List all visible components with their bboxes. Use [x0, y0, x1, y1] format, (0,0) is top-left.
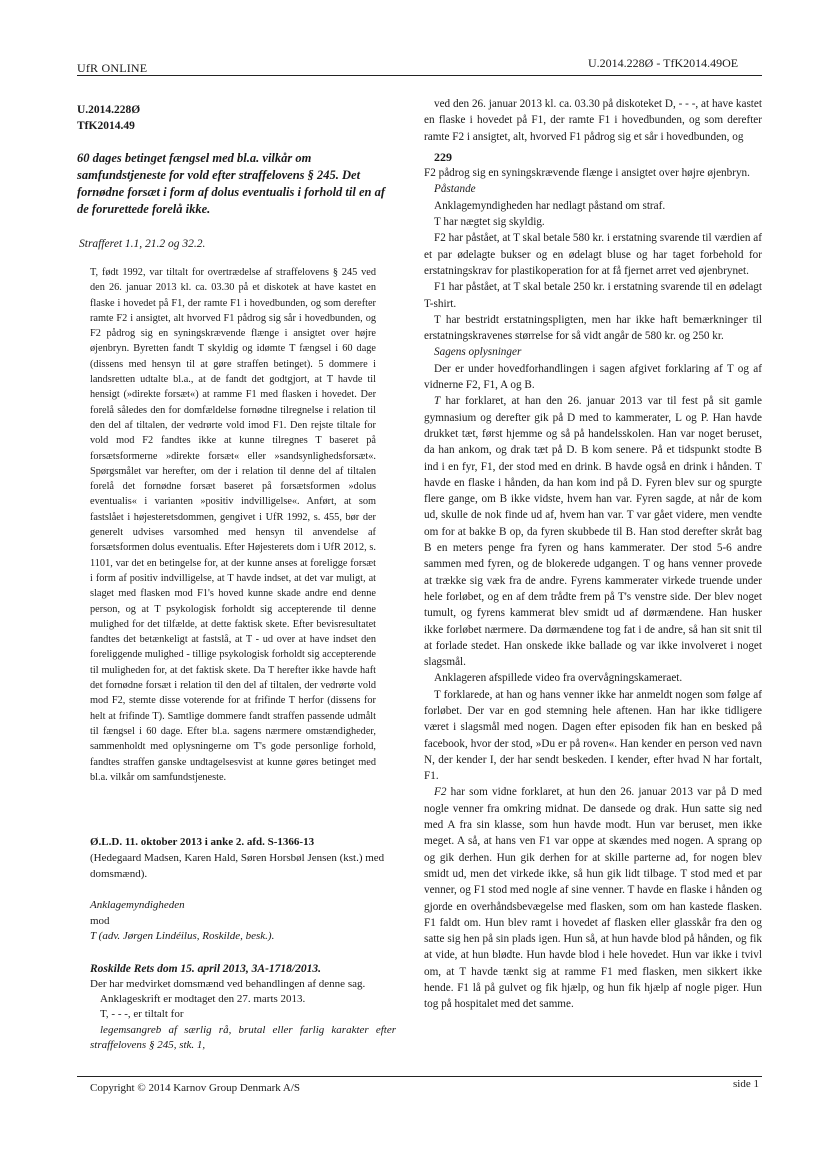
roskilde-p4: legemsangreb af særlig rå, brutal eller farlig karakter efter straffelovens § 245, stk. 1,	[90, 1023, 396, 1052]
right-p8	[424, 393, 762, 670]
right-p1: F2 pådrog sig en syningskrævende flænge i ansigtet over højre øjenbryn.	[424, 167, 750, 180]
roskilde-p3: T, - - -, er tiltalt for	[100, 1008, 184, 1021]
right-p9: Anklageren afspillede video fra overvågningskameraet.	[434, 672, 683, 685]
roskilde-p2: Anklageskrift er modtaget den 27. marts 2013.	[100, 993, 306, 1006]
right-p2: Anklagemyndigheden har nedlagt påstand om straf.	[434, 199, 666, 212]
right-p4: F2 har påstået, at T skal betale 580 kr. i erstatning svarende til værdien af et par ødelagte bukser og en ødelagt bluse og har taget forbehold for erstatningskrav for plastikoperation for at få fjernet arret ved øjenbrynet.	[424, 232, 762, 277]
case-ref-ufr: U.2014.228Ø	[77, 104, 141, 116]
right-column	[424, 96, 762, 1013]
heading-sagens-oplysninger: Sagens oplysninger	[434, 346, 522, 359]
footer-copyright: Copyright © 2014 Karnov Group Denmark A/S	[90, 1082, 301, 1094]
heading-pastande: Påstande	[434, 183, 476, 196]
right-p0: ved den 26. januar 2013 kl. ca. 03.30 på diskoteket D, - - -, at have kastet en flaske i hovedet på F1, der ramte F1 i hovedbunden, og som derefter ramte F2 i ansigtet, alt, hvorved F1 pådrog sig et sår i hovedbunden, og	[424, 98, 762, 143]
case-ref-tfk: TfK2014.49	[77, 120, 135, 132]
strafferet-label: Strafferet 1.1, 21.2 og 32.2.	[79, 238, 206, 250]
left-lower	[90, 835, 396, 1054]
case-summary: T, født 1992, var tiltalt for overtrædelse af straffelovens § 245 ved den 26. januar 2013 kl. ca. 03.30 på et diskotek at have kastet en flaske i hovedet på F1, der ramte F1 i hovedbunden, og som derefter ramte F2 i ansigtet, alt hvorved F1 pådrog sig sår i hovedbunden, og F2 pådrog sig en syningskrævende flænge i ansigtet over højre øjenbryn. Byretten fandt T skyldig og idømte T fængsel i 60 dage (dissens med hensyn til at gøre straffen betinget). 5 dommere i landsretten udtalte bl.a., at de fandt det godtgjort, at T havde til hensigt (»direkte forsæt«) at ramme F1 med flasken i hovedet. Der forelå således den for domfældelse fornødne tilregnelse i relation til den del af tiltalen, der vedrørte vold imod F1. Den rejste tiltale for vold mod F2 fandtes ikke at kunne tilregnes T baseret på forsætsformerne »direkte forsæt« eller »sandsynlighedsforsæt«. Spørgsmålet var herefter, om der i relation til denne del af tiltalen forelå det fornødne forsæt baseret på forsætsformen »dolus eventualis« i varianten »positiv indvilligelse«. Anført, at som fastslået i højesteretsdommen, gengivet i UfR 1992, s. 455, bør der generelt udvises varsomhed med hensyn til anvendelse af forsætsformen dolus eventualis. Efter Højesterets dom i UfR 2012, s. 1101, var det en betingelse for, at der kunne anses at foreligge forsæt i form af positiv indvilligelse, at T havde indset, at det var muligt, at slaget med flasken mod F1's hoved kunne skade andre end denne person, og at T psykologisk forholdt sig accepterende til denne mulighed for det tilfælde, at dette faktisk skete. Efter bevisresultatet fandtes det betænkeligt at fastslå, at T - ud over at have indset den foreliggende mulighed - tillige psykologisk forholdt sig accepterende til muligheden for, at det faktisk skete. Da T herefter ikke havde haft det fornødne forsæt i relation til den del af tiltalen, der vedrørte vold mod F2, stemte disse voterende for at frifinde T herfor (dissens for helt at frifinde T). Samtlige dommere fandt straffen passende udmålt til fængsel i 60 dage. Efter bl.a. sagens nærmere omstændigheder, sammenholdt med oplysningerne om T's gode personlige forhold, fandtes straffen ganske undtagelsesvist at kunne gøres betinget med bl.a. vilkår om samfundstjeneste.	[90, 267, 376, 783]
header-source: UfR ONLINE	[77, 61, 148, 75]
header-rule	[77, 75, 762, 76]
right-p7: Der er under hovedforhandlingen i sagen afgivet forklaring af T og af vidnerne F2, F1, A og B.	[424, 362, 762, 392]
party-defendant: T (adv. Jørgen Lindéilus, Roskilde, besk.).	[90, 930, 275, 943]
mod-label: mod	[90, 914, 110, 927]
right-p6: T har bestridt erstatningspligten, men har ikke haft bemærkninger til erstatningskravenes størrelse for så vidt angår de 580 kr. og 250 kr.	[424, 313, 762, 343]
right-p5: F1 har påstået, at T skal betale 250 kr. i erstatning svarende til en ødelagt T-shirt.	[424, 281, 762, 310]
left-column	[77, 96, 395, 252]
footer-rule	[77, 1076, 762, 1077]
right-p11-text: har som vidne forklaret, at hun den 26. januar 2013 var på D med nogle venner fra omkring midnat. De dansede og drak. Hun satte sig ned med A fra sin klasse, som hun havde modt. Hun var beruset, men ikke meget. A så, at hans ven F1 var oppe at skændes med nogen. A sprang op og gik derhen. Hun gik derhen for at skille parterne ad, for nogen blev smidt ud, men det virkede ikke, så hun gik lidt tilbage. T stod med et par venner, og F1 stod med nogle af sine venner. T havde en flaske i hånden og gjorde en overhåndsbevægelse med flasken, som om han kastede flasken. F1 faldt om. Hun blev ramt i hovedet af flasken eller glasskår fra den og satte sig hen på sin plads igen. Hun så, at hun havde blod på hånden, og fik at vide, at hun blødte. Hun havde blod i hele hovedet. Hun var ikke i tvivl om, at T havde tænkt sig at ramme F1 med flasken, men sikkert ikke hende. F1 lå på gulvet og fik hjælp, og hun fik hjælp af nogle piger. Hun tog på hospitalet med det samme.	[424, 786, 762, 1011]
right-p8-text: har forklaret, at han den 26. januar 2013 var til fest på sit gamle gymnasium og derefter gik på D med to kammerater, L og P. Han havde drukket tæt, først hjemme og så på handelsskolen. Han var noget beruset, da han ankom, og drak tæt på D. B kom senere. På et tidspunkt stodte B ind i en fyr, F1, der stod med en drink. B havde også en drink i hånden. T havde en flaske i hånden, da han kom ind på D. Fyren blev sur og spurgte flere gange, om B ikke vidste, hvem han var. Fyren sagde, at når de kom ud, skulle de nok finde ud af, hvem han var. T var gået videre, men vendte om for at bakke B op, da fyren skubbede til B. Han stod derefter skråt bag B en meters penge fra fyren og hans kammerater. Der stod 5-6 andre sammen med fyren, og de blokerede udgangen. T og hans venner provede at trække sig væk fra de andre. Fyrens kammerater virkede truende under hele forløbet, og en af dem trådte frem på T's venstre side. Der blev noget tumult, og fyrens kammerat blev smidt ud af dørmændene. Han husker ikke forløbet nærmere. Da dørmændene tog fat i de andre, så han sit snit til at forlade stedet. Han onskede ikke ballade og var ikke involveret i noget slagsmål.	[424, 395, 762, 669]
right-p10: T forklarede, at han og hans venner ikke har anmeldt nogen som følge af forløbet. Der var en god stemning hele aftenen. Han har ikke tidligere været i slagsmål med nogen. Dagen efter episoden fik han en besked på facebook, hvor der stod, »Du er på roven«. Han kender en person ved navn N, der kender I, der har sendt beskeden. I kender, efter hvad N har fortalt, F1.	[424, 688, 762, 783]
witness-t-label: T	[434, 395, 441, 408]
footer-page: side 1	[733, 1078, 759, 1090]
roskilde-p1: Der har medvirket domsmænd ved behandlingen af denne sag.	[90, 977, 366, 990]
page-number-marker: 229	[434, 149, 452, 164]
witness-f2-label: F2	[434, 786, 447, 799]
right-p3: T har nægtet sig skyldig.	[434, 216, 545, 229]
roskilde-heading: Roskilde Rets dom 15. april 2013, 3A-1718/2013.	[90, 962, 321, 975]
case-title: 60 dages betinget fængsel med bl.a. vilkår om samfundstjeneste for vold efter straffelovens § 245. Det fornødne forsæt i form af dolus eventualis i forhold til en af de forurettede forelå ikke.	[77, 151, 386, 216]
header-reference: U.2014.228Ø - TfK2014.49OE	[588, 56, 739, 70]
judges: (Hedegaard Madsen, Karen Hald, Søren Horsbøl Jensen (kst.) med domsmænd).	[90, 852, 385, 881]
right-p11	[424, 784, 762, 1012]
party-prosecution: Anklagemyndigheden	[90, 899, 185, 912]
court-reference: Ø.L.D. 11. oktober 2013 i anke 2. afd. S-1366-13	[90, 836, 315, 848]
